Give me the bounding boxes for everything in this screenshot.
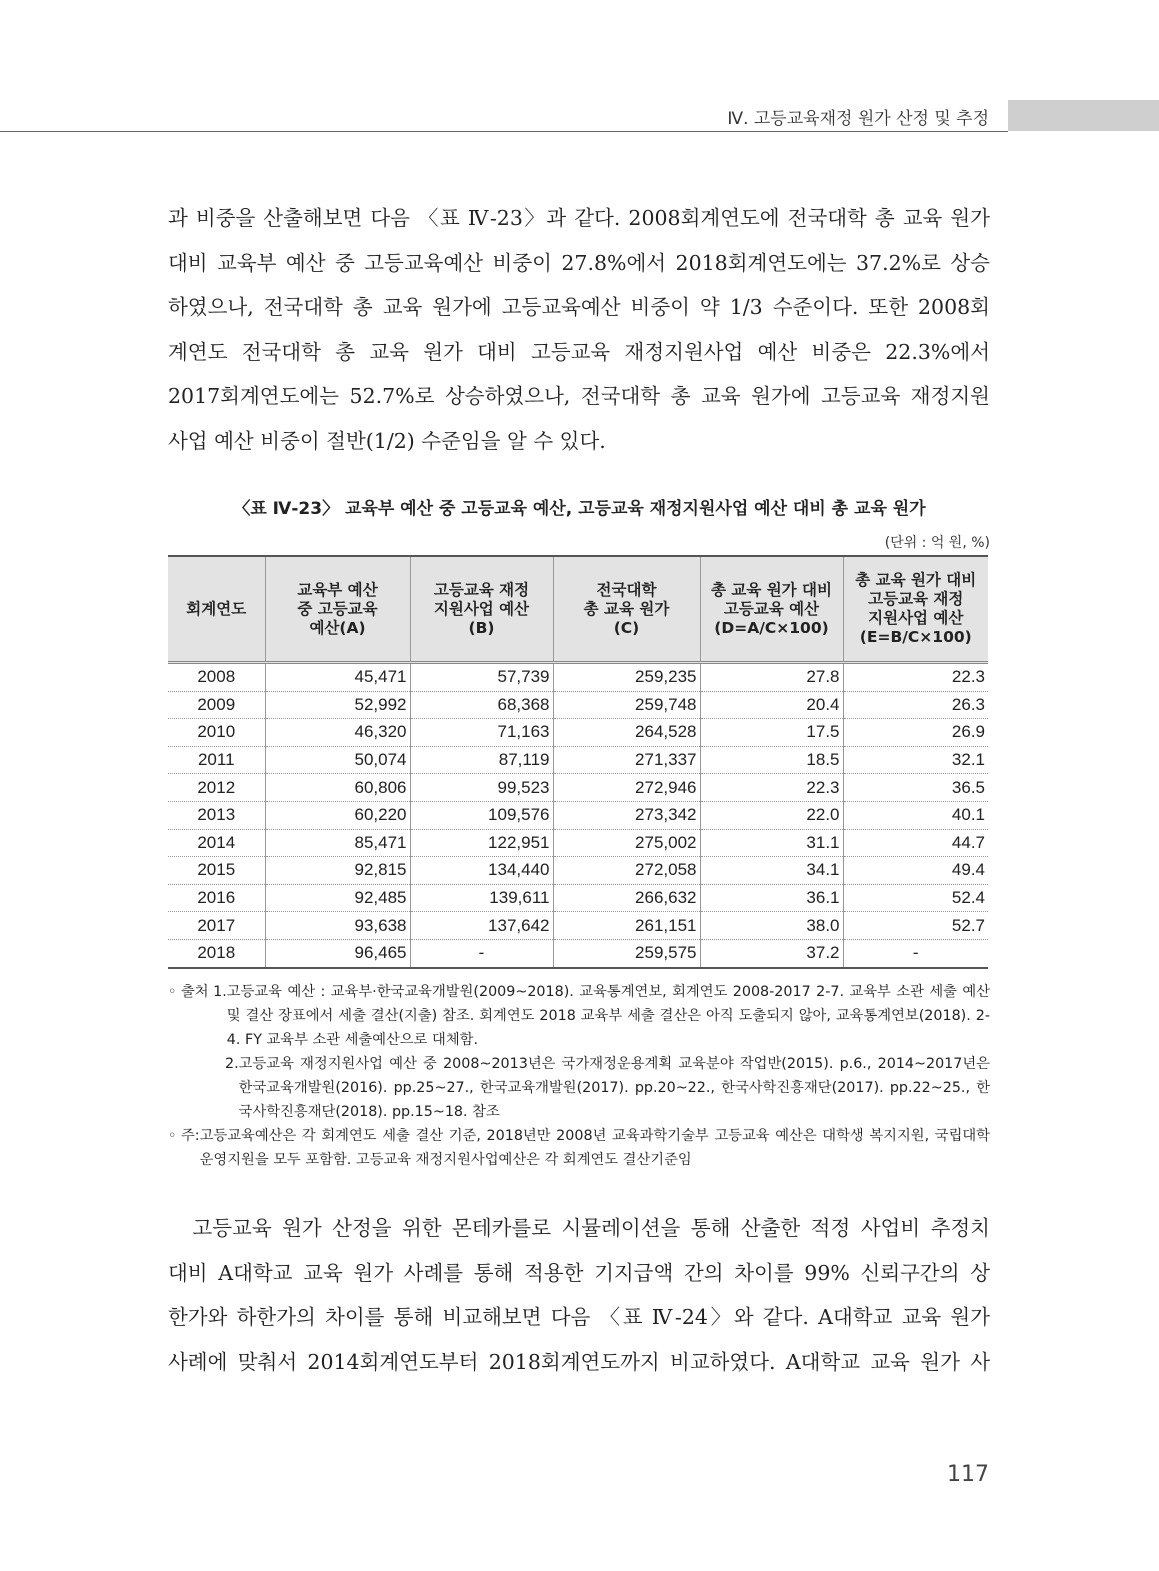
table-cell: 275,002	[553, 829, 700, 857]
note-text: 고등교육예산은 각 회계연도 세출 결산 기준, 2018년만 2008년 교육과학기술부 고등교육 예산은 대학생 복지지원, 국립대학 운영지원을 모두 포함함. 고등교육 재정지원사업예산은 각 회계연도 결산기준임	[199, 1128, 990, 1168]
table-cell: 71,163	[410, 719, 553, 747]
table-cell: 31.1	[700, 829, 843, 857]
table-cell: 122,951	[410, 829, 553, 857]
header-line: (E=B/C×100)	[859, 628, 972, 646]
note-label: ◦ 출처 1.	[168, 984, 227, 1000]
table-cell: 68,368	[410, 691, 553, 719]
header-line: 고등교육 재정	[868, 590, 964, 608]
header-divider	[0, 131, 1008, 132]
table-cell: 2011	[168, 746, 265, 774]
table-cell: 40.1	[843, 801, 988, 829]
table-cell: 17.5	[700, 719, 843, 747]
table-cell: 85,471	[265, 829, 410, 857]
table-cell: 271,337	[553, 746, 700, 774]
header-line: (C)	[613, 618, 640, 637]
table-row	[168, 719, 988, 747]
table-cell: 137,642	[410, 912, 553, 940]
table-cell: 2013	[168, 801, 265, 829]
table-cell: 264,528	[553, 719, 700, 747]
table-cell: 26.3	[843, 691, 988, 719]
table-row	[168, 884, 988, 912]
page-number: 117	[947, 1462, 989, 1487]
header-line: 예산(A)	[309, 618, 366, 637]
table-row	[168, 939, 988, 967]
table-row	[168, 774, 988, 802]
table-cell: 92,815	[265, 857, 410, 885]
table-cell: 52.4	[843, 884, 988, 912]
text-line: 사례에 맞춰서 2014회계연도부터 2018회계연도까지 비교하였다. A대학교 교육 원가 사	[168, 1349, 990, 1374]
header-line: 지원사업 예산	[868, 609, 964, 627]
header-line: 전국대학	[596, 580, 657, 599]
column-header	[843, 556, 988, 663]
table-cell: 46,320	[265, 719, 410, 747]
header-line: 교육부 예산	[297, 580, 378, 599]
data-table	[168, 555, 988, 969]
text-line: 사업 예산 비중이 절반(1/2) 수준임을 알 수 있다.	[168, 428, 606, 453]
header-line: (D=A/C×100)	[714, 618, 829, 637]
table-row	[168, 746, 988, 774]
table-cell: 2016	[168, 884, 265, 912]
text-line: 한가와 하한가의 차이를 통해 비교해보면 다음 〈표 Ⅳ-24〉와 같다. A대학교 교육 원가	[168, 1305, 990, 1329]
table-cell: 96,465	[265, 939, 410, 967]
table-cell: 36.5	[843, 774, 988, 802]
text-line: 계연도 전국대학 총 교육 원가 대비 고등교육 재정지원사업 예산 비중은 22.3%에서	[168, 339, 990, 364]
table-cell: 99,523	[410, 774, 553, 802]
table-cell: 266,632	[553, 884, 700, 912]
table-cell: 36.1	[700, 884, 843, 912]
column-header	[410, 556, 553, 663]
table-cell: 20.4	[700, 691, 843, 719]
table-cell: 259,748	[553, 691, 700, 719]
table-cell: 2014	[168, 829, 265, 857]
table-cell: 37.2	[700, 939, 843, 967]
table-cell: 272,058	[553, 857, 700, 885]
running-header: Ⅳ. 고등교육재정 원가 산정 및 추정	[727, 109, 989, 129]
text-line: 고등교육 원가 산정을 위한 몬테카를로 시뮬레이션을 통해 산출한 적정 사업비 추정치	[168, 1216, 990, 1240]
table-cell: 2008	[168, 663, 265, 692]
table-cell: 49.4	[843, 857, 988, 885]
table-cell: 60,220	[265, 801, 410, 829]
table-cell: 50,074	[265, 746, 410, 774]
note-text: 고등교육 예산 : 교육부·한국교육개발원(2009~2018). 교육통계연보, 회계연도 2008-2017 2-7. 교육부 소관 세출 예산 및 결산 장표에서 세출 결산(지출) 참조. 회계연도 2018 교육부 세출 결산은 아직 도출되지 않아, 교육통계연보(2018). 2-4. FY 교육부 소관 세출예산으로 대체함.	[226, 984, 990, 1048]
header-line: 고등교육 재정	[433, 580, 530, 599]
header-line: 회계연도	[186, 599, 247, 618]
note-item	[168, 1124, 990, 1172]
table-cell: 52.7	[843, 912, 988, 940]
table-cell: 2018	[168, 939, 265, 967]
table-cell: 273,342	[553, 801, 700, 829]
table-cell: 92,485	[265, 884, 410, 912]
table-row	[168, 912, 988, 940]
note-text: 고등교육 재정지원사업 예산 중 2008~2013년은 국가재정운용계획 교육분야 작업반(2015). p.6., 2014~2017년은 한국교육개발원(2016). pp.25~27., 한국교육개발원(2017). pp.20~22., 한국사학진흥재단(2017). pp.22~25., 한국사학진흥재단(2018). pp.15~18. 참조	[238, 1056, 990, 1120]
header-line: 중 고등교육	[297, 599, 378, 618]
table-unit: (단위 : 억 원, %)	[884, 535, 990, 551]
table-caption: 〈표 Ⅳ-23〉 교육부 예산 중 고등교육 예산, 고등교육 재정지원사업 예산 대비 총 교육 원가	[233, 499, 926, 519]
table-cell: 2017	[168, 912, 265, 940]
table-cell: -	[410, 939, 553, 967]
note-item	[168, 980, 990, 1052]
table-row	[168, 829, 988, 857]
table-cell: 109,576	[410, 801, 553, 829]
body-paragraph-2	[168, 1206, 990, 1384]
header-line: 지원사업 예산	[433, 599, 530, 618]
note-label: ◦ 주:	[168, 1128, 200, 1144]
note-item	[168, 1052, 990, 1124]
column-header	[168, 556, 265, 663]
table-cell: 57,739	[410, 663, 553, 692]
table-cell: 272,946	[553, 774, 700, 802]
table-cell: -	[843, 939, 988, 967]
text-line: 대비 교육부 예산 중 고등교육예산 비중이 27.8%에서 2018회계연도에는 37.2%로 상승	[168, 250, 990, 275]
table-row	[168, 691, 988, 719]
table-cell: 27.8	[700, 663, 843, 692]
text-line: 과 비중을 산출해보면 다음 〈표 Ⅳ-23〉과 같다. 2008회계연도에 전국대학 총 교육 원가	[168, 206, 990, 230]
table-cell: 2012	[168, 774, 265, 802]
note-label: 2.	[225, 1056, 239, 1072]
table-cell: 26.9	[843, 719, 988, 747]
table-cell: 52,992	[265, 691, 410, 719]
header-line: 총 교육 원가 대비	[710, 580, 832, 599]
table-cell: 60,806	[265, 774, 410, 802]
table-cell: 2009	[168, 691, 265, 719]
header-line: 고등교육 예산	[723, 599, 820, 618]
table-cell: 38.0	[700, 912, 843, 940]
table-cell: 22.3	[843, 663, 988, 692]
text-line: 하였으나, 전국대학 총 교육 원가에 고등교육예산 비중이 약 1/3 수준이다. 또한 2008회	[168, 295, 990, 319]
table-cell: 259,235	[553, 663, 700, 692]
header-line: (B)	[468, 618, 495, 637]
text-line: 대비 A대학교 교육 원가 사례를 통해 적용한 기지급액 간의 차이를 99% 신뢰구간의 상	[168, 1260, 990, 1285]
column-header	[553, 556, 700, 663]
header-gray-tab	[1008, 100, 1159, 131]
table-row	[168, 857, 988, 885]
table-cell: 32.1	[843, 746, 988, 774]
table-cell: 93,638	[265, 912, 410, 940]
header-line: 총 교육 원가 대비	[855, 571, 977, 589]
column-header	[265, 556, 410, 663]
table-cell: 18.5	[700, 746, 843, 774]
text-line: 2017회계연도에는 52.7%로 상승하였으나, 전국대학 총 교육 원가에 고등교육 재정지원	[168, 384, 990, 408]
table-cell: 139,611	[410, 884, 553, 912]
table-cell: 22.3	[700, 774, 843, 802]
table-cell: 22.0	[700, 801, 843, 829]
column-header	[700, 556, 843, 663]
table-cell: 2015	[168, 857, 265, 885]
header-line: 총 교육 원가	[583, 599, 670, 618]
table-row	[168, 801, 988, 829]
table-row	[168, 663, 988, 692]
table-cell: 261,151	[553, 912, 700, 940]
table-header-row	[168, 556, 988, 663]
table-cell: 44.7	[843, 829, 988, 857]
table-cell: 134,440	[410, 857, 553, 885]
body-paragraph-1	[168, 196, 990, 463]
table-notes	[168, 980, 990, 1172]
table-cell: 87,119	[410, 746, 553, 774]
table-cell: 34.1	[700, 857, 843, 885]
table-cell: 2010	[168, 719, 265, 747]
table-cell: 259,575	[553, 939, 700, 967]
table-cell: 45,471	[265, 663, 410, 692]
